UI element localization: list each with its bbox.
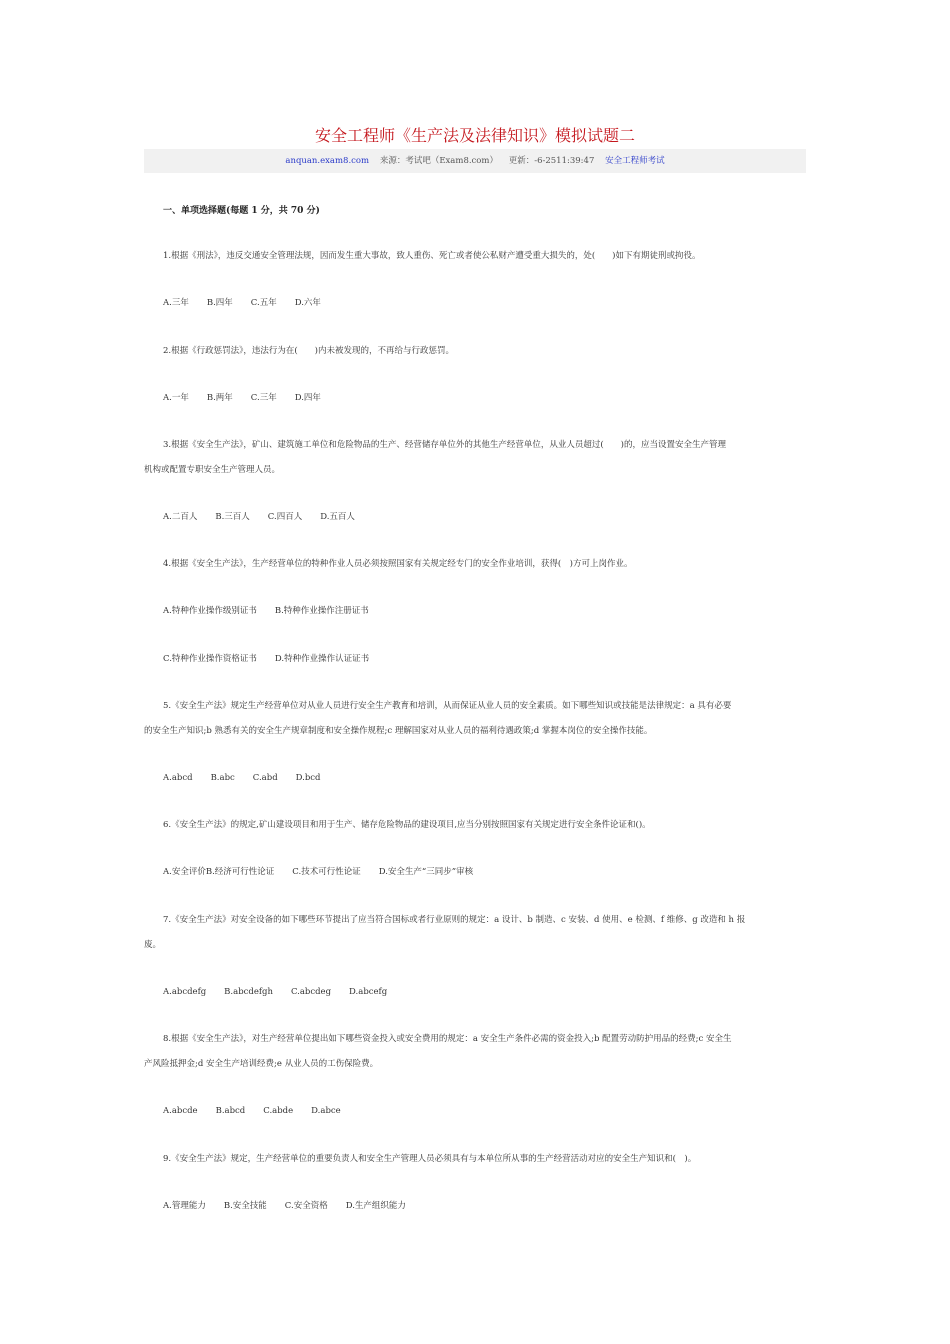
option: C.abcdeg xyxy=(290,987,332,997)
question-5-continuation: 的安全生产知识;b 熟悉有关的安全生产规章制度和安全操作规程;c 理解国家对从业人员的福利待遇政策;d 掌握本岗位的安全操作技能。 xyxy=(144,726,653,736)
question-2-options xyxy=(163,392,339,404)
option: B.两年 xyxy=(206,393,233,403)
option: C.安全资格 xyxy=(284,1201,328,1211)
category-link[interactable]: 安全工程师考试 xyxy=(605,156,665,166)
site-link[interactable]: anquan.exam8.com xyxy=(285,156,370,166)
option: D.四年 xyxy=(294,393,321,403)
option: D.五百人 xyxy=(320,512,355,522)
option: B.abcd xyxy=(215,1106,246,1116)
option: D.abce xyxy=(311,1106,341,1116)
option: D.特种作业操作认证证书 xyxy=(274,654,370,664)
question-8-continuation: 产风险抵押金;d 安全生产培训经费;e 从业人员的工伤保险费。 xyxy=(144,1059,379,1069)
question-3-continuation: 机构或配置专职安全生产管理人员。 xyxy=(144,465,281,475)
question-8: 8.根据《安全生产法》，对生产经营单位提出如下哪些资金投入或安全费用的规定：a 安全生产条件必需的资金投入;b 配置劳动防护用品的经费;c 安全生 xyxy=(163,1034,732,1044)
option: B.特种作业操作注册证书 xyxy=(274,606,369,616)
option: D.abcefg xyxy=(349,987,388,997)
option: B.abcdefgh xyxy=(224,987,273,997)
option: A.安全评价 xyxy=(163,867,206,877)
option: A.三年 xyxy=(163,298,189,308)
question-4-options-row-1 xyxy=(163,605,387,617)
question-2: 2.根据《行政惩罚法》，违法行为在( )内未被发现的，不再给与行政惩罚。 xyxy=(163,346,454,356)
question-4-options-row-2 xyxy=(163,653,387,665)
section-heading: 一、单项选择题(每题 1 分，共 70 分) xyxy=(163,206,320,216)
question-7-options xyxy=(163,986,405,998)
question-1: 1.根据《刑法》，违反交通安全管理法规，因而发生重大事故，致人重伤、死亡或者使公私财产遭受重大损失的，处( )如下有期徒刑或拘役。 xyxy=(163,251,701,261)
option: A.二百人 xyxy=(163,512,198,522)
question-7: 7.《安全生产法》对安全设备的如下哪些环节提出了应当符合国标或者行业原则的规定：a 设计、b 制造、c 安装、d 使用、e 检测、f 维修、g 改造和 h 报 xyxy=(163,915,746,925)
option: D.安全生产“三同步”审核 xyxy=(378,867,474,877)
question-5-options xyxy=(163,772,339,784)
option: A.特种作业操作级别证书 xyxy=(163,606,257,616)
option: C.abde xyxy=(263,1106,294,1116)
option: C.技术可行性论证 xyxy=(292,867,361,877)
option: A.abcd xyxy=(163,773,193,783)
question-3-options xyxy=(163,511,373,523)
question-9-options xyxy=(163,1200,424,1212)
question-4: 4.根据《安全生产法》，生产经营单位的特种作业人员必须按照国家有关规定经专门的安全作业培训，获得( )方可上岗作业。 xyxy=(163,559,633,569)
option: A.abcdefg xyxy=(163,987,207,997)
option: B.三百人 xyxy=(215,512,250,522)
option: C.五年 xyxy=(250,298,277,308)
question-6-options xyxy=(163,866,491,878)
source-text: 来源：考试吧（Exam8.com） xyxy=(379,156,498,166)
option: C.特种作业操作资格证书 xyxy=(163,654,257,664)
question-1-options xyxy=(163,297,339,309)
option: B.经济可行性论证 xyxy=(205,867,275,877)
option: D.bcd xyxy=(295,773,321,783)
option: B.abc xyxy=(210,773,235,783)
option: B.安全技能 xyxy=(223,1201,267,1211)
option: A.abcde xyxy=(163,1106,198,1116)
update-time: 更新：-6-2511:39:47 xyxy=(508,156,595,166)
option: C.abd xyxy=(252,773,278,783)
question-3: 3.根据《安全生产法》，矿山、建筑施工单位和危险物品的生产、经营储存单位外的其他生产经营单位，从业人员超过( )的，应当设置安全生产管理 xyxy=(163,440,726,450)
question-7-continuation: 废。 xyxy=(144,940,162,950)
page-title: 安全工程师《生产法及法律知识》模拟试题二 xyxy=(314,126,635,145)
option: A.一年 xyxy=(163,393,189,403)
question-6: 6.《安全生产法》的规定,矿山建设项目和用于生产、储存危险物品的建设项目,应当分别按照国家有关规定进行安全条件论证和()。 xyxy=(163,820,651,830)
question-8-options xyxy=(163,1105,359,1117)
option: A.管理能力 xyxy=(163,1201,206,1211)
question-5: 5.《安全生产法》规定生产经营单位对从业人员进行安全生产教育和培训，从而保证从业人员的安全素质。如下哪些知识或技能是法律规定：a 具有必要 xyxy=(163,701,732,711)
article-meta-bar xyxy=(144,149,806,173)
option: C.四百人 xyxy=(267,512,303,522)
option: D.生产组织能力 xyxy=(345,1201,406,1211)
question-9: 9.《安全生产法》规定，生产经营单位的重要负责人和安全生产管理人员必须具有与本单位所从事的生产经营活动对应的安全生产知识和( )。 xyxy=(163,1154,697,1164)
option: D.六年 xyxy=(294,298,321,308)
option: C.三年 xyxy=(250,393,277,403)
option: B.四年 xyxy=(206,298,233,308)
